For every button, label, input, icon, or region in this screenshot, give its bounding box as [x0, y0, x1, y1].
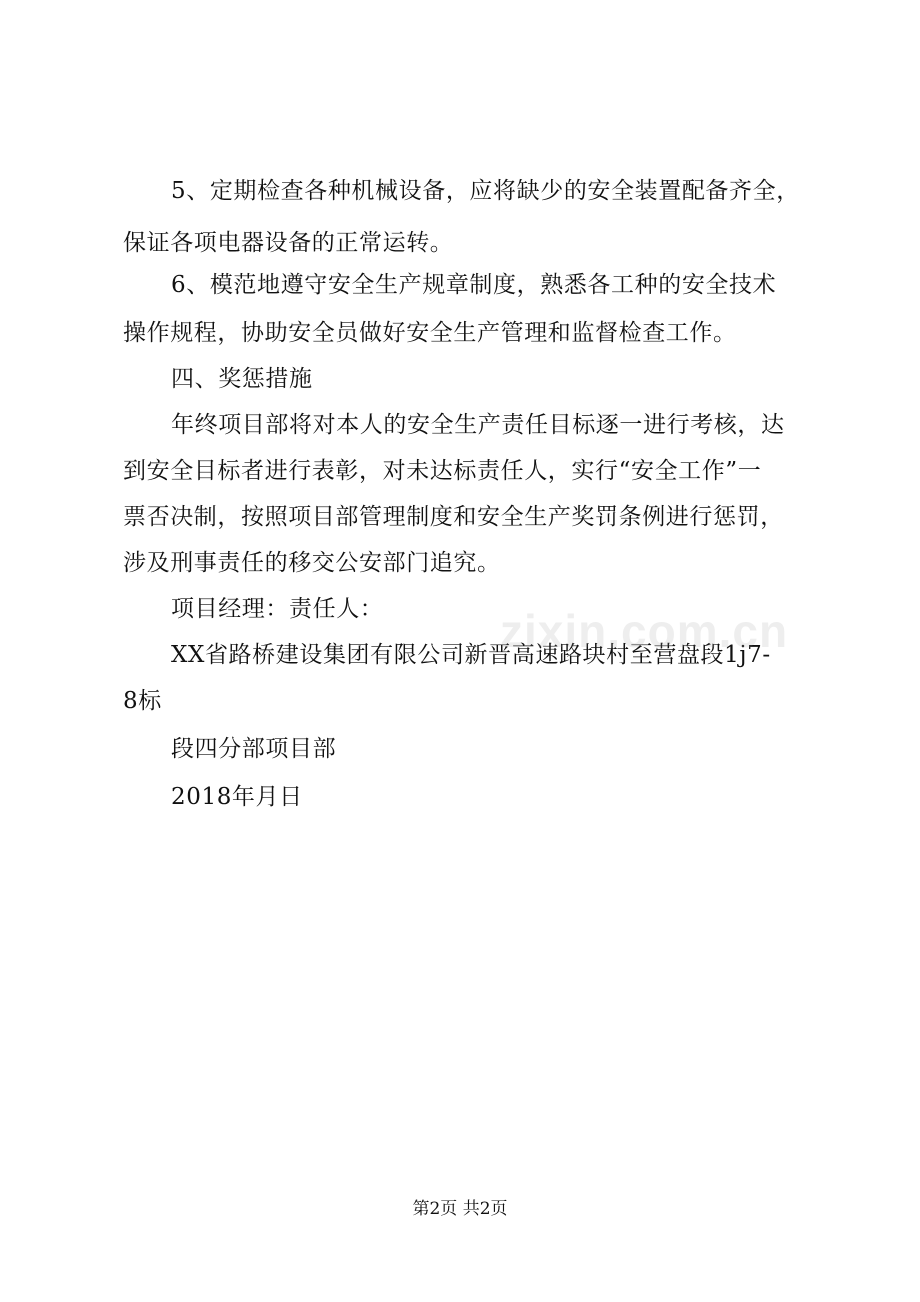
- signature-line: 项目经理：责任人：: [171, 596, 384, 622]
- page-footer: [0, 1198, 920, 1220]
- organization-line-1: XX省路桥建设集团有限公司新晋高速路块村至营盘段1j7-: [171, 642, 771, 668]
- paragraph-line-6: 到安全目标者进行表彰，对未达标责任人，实行“安全工作”一: [123, 458, 762, 484]
- organization-line-3: 段四分部项目部: [171, 736, 337, 762]
- page-number: 第2页 共2页: [412, 1199, 508, 1219]
- date-line: 2018年月日: [171, 784, 303, 810]
- organization-line-2: 8标: [123, 688, 162, 714]
- paragraph-line-2: 保证各项电器设备的正常运转。: [123, 230, 454, 256]
- paragraph-line-3: 6、模范地遵守安全生产规章制度，熟悉各工种的安全技术: [171, 272, 777, 298]
- paragraph-line-1: 5、定期检查各种机械设备，应将缺少的安全装置配备齐全，: [171, 178, 800, 204]
- paragraph-line-7: 票否决制，按照项目部管理制度和安全生产奖罚条例进行惩罚，: [123, 504, 784, 530]
- section-heading: 四、奖惩措施: [171, 366, 313, 392]
- watermark: zixin.com.cn: [500, 605, 789, 657]
- paragraph-line-5: 年终项目部将对本人的安全生产责任目标逐一进行考核，达: [171, 412, 785, 438]
- paragraph-line-4: 操作规程，协助安全员做好安全生产管理和监督检查工作。: [123, 320, 737, 346]
- paragraph-line-8: 涉及刑事责任的移交公安部门追究。: [123, 550, 501, 576]
